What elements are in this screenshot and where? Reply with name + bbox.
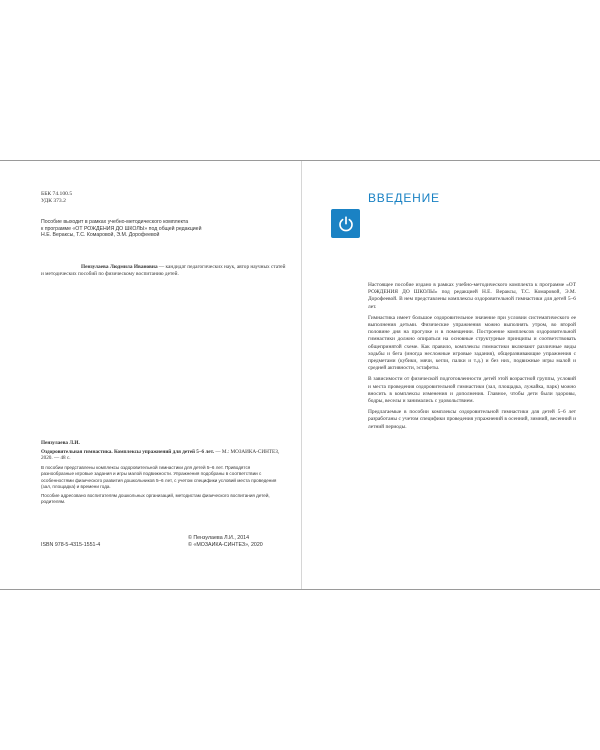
isbn: ISBN 978-5-4315-1551-4 <box>41 542 101 548</box>
udk-code: УДК 373.2 <box>41 198 66 205</box>
series-line: к программе «ОТ РОЖДЕНИЯ ДО ШКОЛЫ» под общей редакцией <box>41 225 202 232</box>
bbk-code: ББК 74.100.5 <box>41 191 73 197</box>
bibliographic-record <box>41 440 283 505</box>
series-line: Н.Е. Вераксы, Т.С. Комаровой, Э.М. Дорофеевой <box>41 232 160 239</box>
intro-paragraph: Настоящее пособие издано в рамках учебно-методического комплекта к программе «ОТ РОЖДЕНИЯ ДО ШКОЛЫ» под редакцией Н.Е. Вераксы, Т.С. Комаровой, Э.М. Дорофеевой. В нем представлены комплексы оздоровительной гимнастики для детей 5–6 лет. <box>368 282 576 310</box>
author-info <box>41 264 286 279</box>
intro-paragraph: Предлагаемые в пособии комплексы оздоровительной гимнастики для детей 5–6 лет разработаны с учетом специфики проведения упражнений в осенний, зимний, весенний и летний периоды. <box>368 409 576 430</box>
biblio-title: Оздоровительная гимнастика. Комплексы упражнений для детей 5–6 лет. <box>41 448 215 455</box>
intro-text <box>368 282 576 435</box>
copyright-line: © Пензулаева Л.И., 2014 <box>188 535 250 541</box>
biblio-title-line <box>41 449 283 462</box>
biblio-publisher: — М.: МОЗАИКА-СИНТЕЗ, 2020. — 48 с. <box>41 448 280 462</box>
author-name: Пензулаева Людмила Ивановна <box>81 264 158 270</box>
copyright-block <box>188 535 263 549</box>
biblio-author: Пензулаева Л.И. <box>41 440 80 446</box>
series-note <box>41 219 281 239</box>
classification-codes <box>41 191 72 205</box>
biblio-audience: Пособие адресовано воспитателям дошкольных организаций, методистам физического воспитания детей, родителям. <box>41 492 270 505</box>
intro-paragraph: Гимнастика имеет большое оздоровительное значение при условии систематического ее выполнения детьми. Физические упражнения можно выполнять утром, во второй половине дня на прогулке и в помещении. Построение комплексов оздоровительной гимнастики должно опираться на основные структурные принципы и соответствовать общепринятой схеме. Как правило, комплексы гимнастики включают различные виды ходьбы и бега (иногда несложные игровые задания), общеразвивающие упражнения с предметами (кубики, мячи, кегли, палки и т.д.) и без них, подвижные игры малой и средней активности, эстафеты. <box>368 314 576 372</box>
copyright-line: © «МОЗАИКА-СИНТЕЗ», 2020 <box>188 542 263 549</box>
biblio-annotation: В пособии представлены комплексы оздоровительной гимнастики для детей 5–6 лет. Приводятся разнообразные игровые задания и игры малой подвижности. Упражнения подобраны в соответствии с особенностями физического развития дошкольников 5–6 лет, с учетом специфики условий места проведения (зал, площадка) и времени года. <box>41 465 277 489</box>
author-description: — кандидат педагогических наук, автор научных статей и методических пособий по физическому воспитанию детей. <box>41 264 286 278</box>
left-page <box>0 161 300 589</box>
power-icon <box>331 209 360 238</box>
chapter-heading: ВВЕДЕНИЕ <box>368 191 440 205</box>
power-icon-glyph <box>337 215 355 233</box>
intro-paragraph: В зависимости от физической подготовленности детей этой возрастной группы, условий и места проведения оздоровительной гимнастики (зал, площадка, лужайка, парк) можно вносить в комплексы изменения и дополнения. Главное, чтобы дети были здоровы, бодры, веселы и занимались с удовольствием. <box>368 376 576 405</box>
series-line: Пособие выходит в рамках учебно-методического комплекта <box>41 219 189 225</box>
book-spread <box>0 160 600 590</box>
right-page <box>301 161 600 589</box>
